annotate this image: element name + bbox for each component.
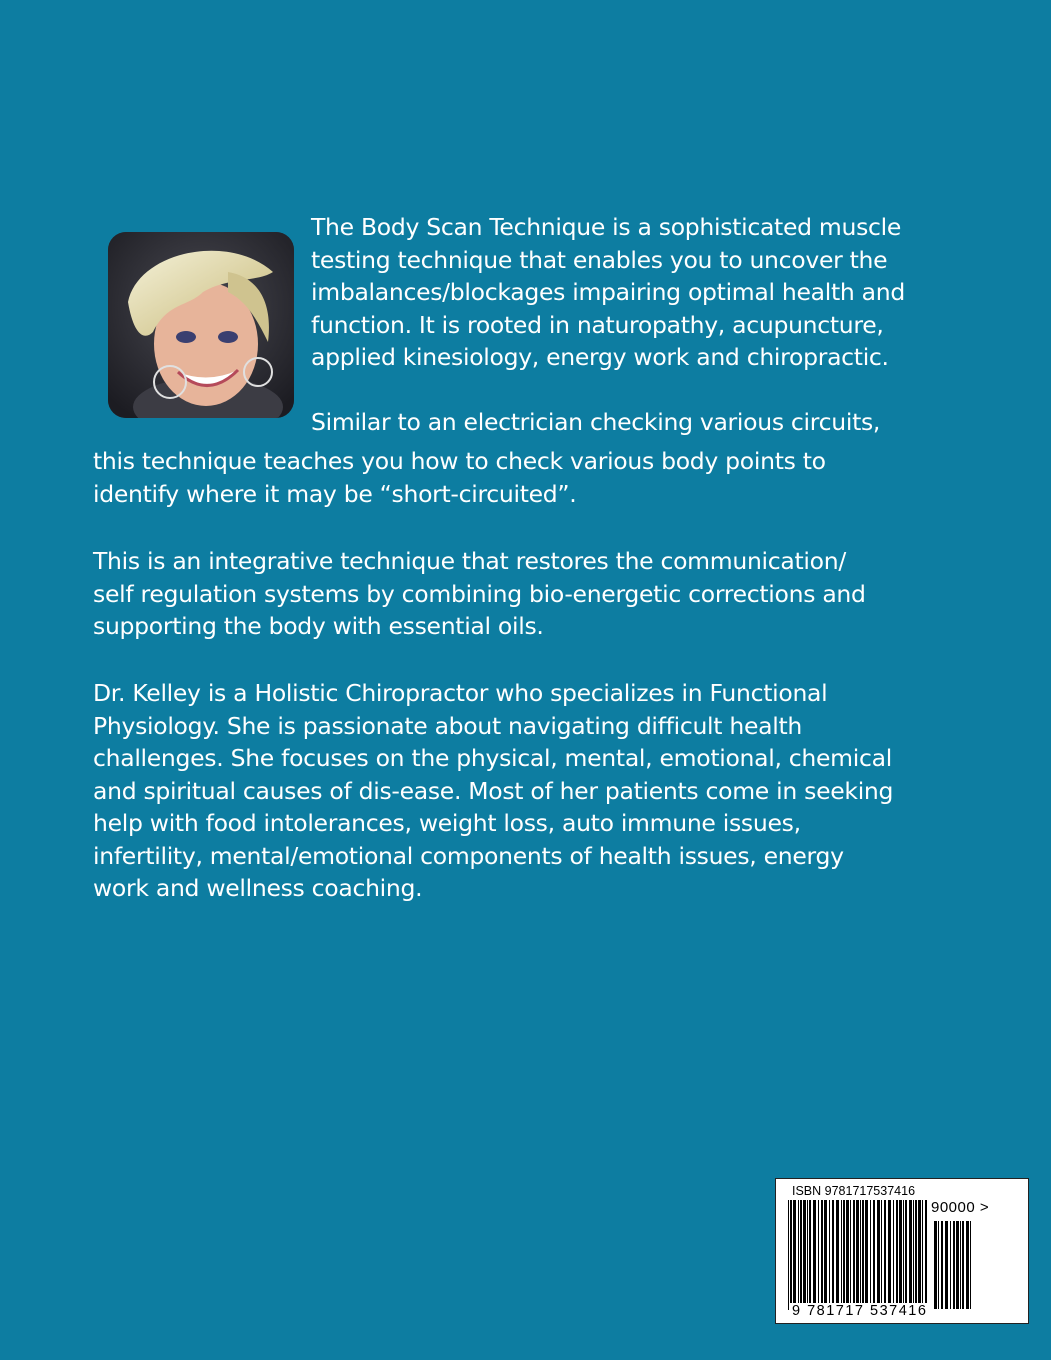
isbn-barcode-block	[775, 1178, 1029, 1324]
addon-barcode-bars	[934, 1221, 974, 1309]
integrative-paragraph: This is an integrative technique that restores the communication/ self regulation systems by combining bio-energetic corrections and supporting the body with essential oils.	[93, 547, 866, 640]
analogy-paragraph: this technique teaches you how to check various body points to identify where it may be “short-circuited”.	[93, 447, 826, 508]
isbn-digits: 9 781717 537416	[792, 1303, 928, 1319]
price-code: 90000 >	[931, 1199, 990, 1216]
author-bio-paragraph: Dr. Kelley is a Holistic Chiropractor who specializes in Functional Physiology. She is passionate about navigating difficult health challenges. She focuses on the physical, mental, emotional, chemical and spiritual causes of dis-ease. Most of her patients come in seeking help with food intolerances, weight loss, auto immune issues, infertility, mental/emotional components of health issues, energy work and wellness coaching.	[93, 679, 894, 902]
author-photo	[108, 232, 294, 418]
isbn-label: ISBN 9781717537416	[792, 1184, 916, 1198]
barcode-bars	[788, 1200, 930, 1310]
intro-paragraph: The Body Scan Technique is a sophisticated muscle testing technique that enables you to uncover the imbalances/blockages impairing optimal health and function. It is rooted in naturopathy, acupuncture, applied kinesiology, energy work and chiropractic. Similar to an electrician checking various circuits,	[311, 213, 905, 436]
analogy-first-line: Similar to an electrician checking various circuits,	[311, 408, 881, 436]
